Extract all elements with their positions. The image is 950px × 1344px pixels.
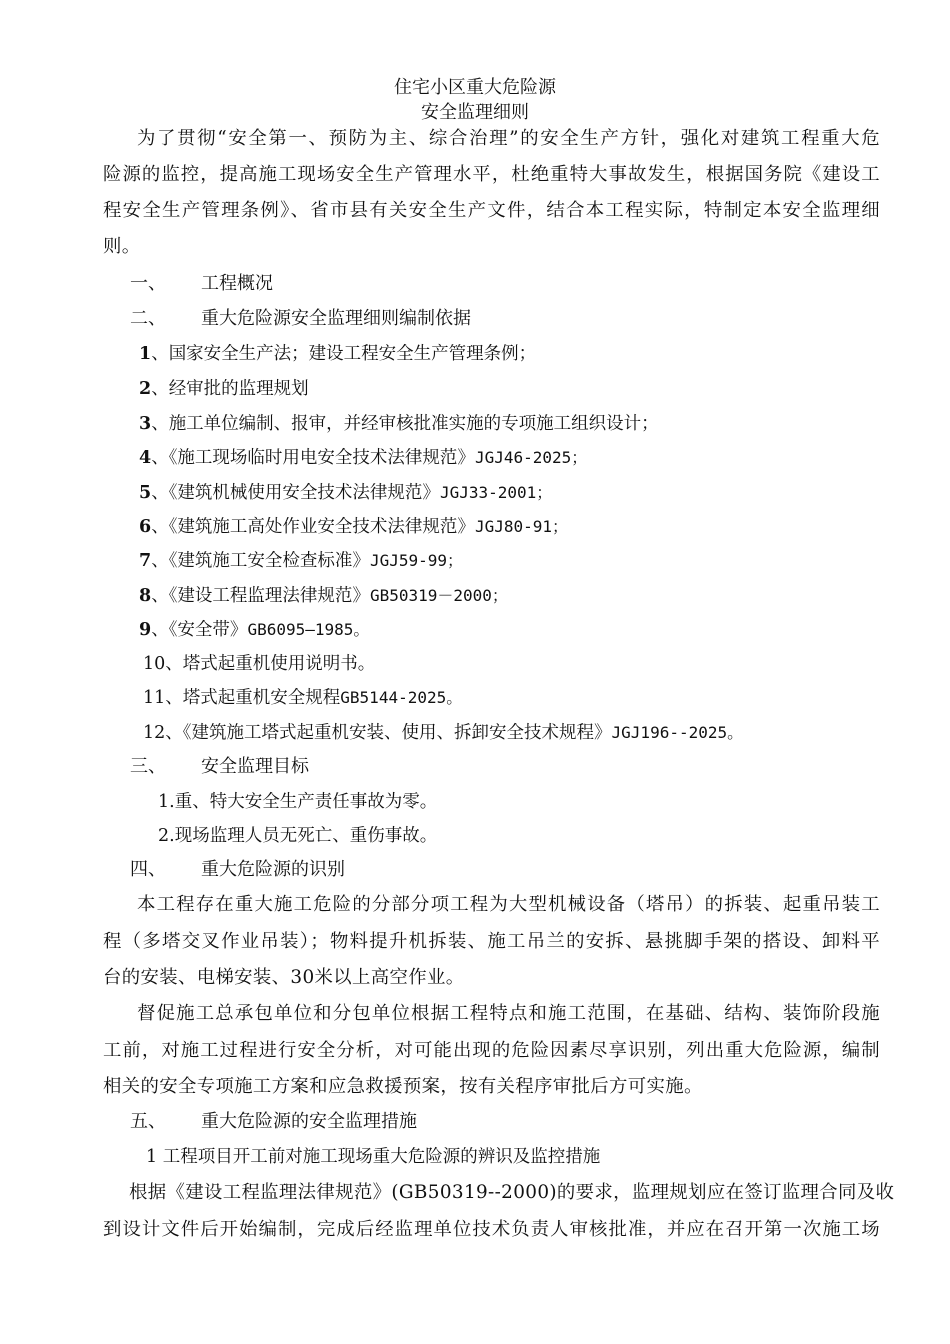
intro-line-3: 程安全生产管理条例》、省市县有关安全生产文件，结合本工程实际，特制定本安全监理细 (103, 200, 880, 221)
basis-item-text: 《建筑施工塔式起重机安装、使用、拆卸安全技术规程》 (182, 723, 612, 743)
basis-item: 10、塔式起重机使用说明书。 (143, 654, 376, 674)
basis-item-code: JGJ196--2025。 (611, 723, 744, 742)
basis-item-number: 2 (139, 379, 152, 399)
basis-item-code: JGJ46-2025； (474, 448, 588, 467)
basis-item-code: GB6095—1985。 (247, 620, 370, 639)
section-2-title: 重大危险源安全监理细则编制依据 (201, 308, 471, 329)
measure-1-title: 1 工程项目开工前对施工现场重大危险源的辨识及监控措施 (146, 1147, 601, 1167)
basis-item-number: 7 (139, 551, 152, 571)
basis-item: 7、《建筑施工安全检查标准》JGJ59-99； (139, 551, 464, 571)
section-2-number: 二、 (130, 308, 166, 329)
basis-item: 12、《建筑施工塔式起重机安装、使用、拆卸安全技术规程》JGJ196--2025。 (143, 723, 744, 743)
identification-p2-line-1: 督促施工总承包单位和分包单位根据工程特点和施工范围，在基础、结构、装饰阶段施 (137, 1003, 880, 1024)
basis-item-text: 《安全带》 (168, 620, 248, 640)
basis-item-text: 《建筑施工高处作业安全技术法律规范》 (168, 517, 475, 537)
basis-item-code: JGJ59-99； (369, 551, 464, 570)
section-4-number: 四、 (130, 859, 166, 880)
basis-item-number: 3 (139, 414, 152, 434)
basis-item-code: JGJ80-91； (474, 517, 569, 536)
basis-item-number: 12 (143, 723, 166, 743)
basis-item-number: 4 (139, 448, 152, 468)
basis-item-code: GB5144-2025。 (340, 688, 463, 707)
basis-item-text: 塔式起重机安全规程 (182, 688, 341, 708)
goal-item: 2.现场监理人员无死亡、重伤事故。 (158, 826, 438, 846)
basis-item: 1、国家安全生产法；建设工程安全生产管理条例； (139, 344, 537, 364)
section-1-number: 一、 (130, 273, 166, 294)
basis-item-text: 国家安全生产法；建设工程安全生产管理条例； (168, 344, 537, 364)
basis-item-text: 经审批的监理规划 (168, 379, 309, 399)
section-4-title: 重大危险源的识别 (201, 859, 345, 880)
identification-p2-line-3: 相关的安全专项施工方案和应急救援预案，按有关程序审批后方可实施。 (103, 1076, 703, 1097)
basis-item-text: 《建设工程监理法律规范》 (168, 586, 370, 606)
identification-line-2: 程（多塔交叉作业吊装）；物料提升机拆装、施工吊兰的安拆、悬挑脚手架的搭设、卸料平 (103, 931, 880, 952)
basis-item-code: JGJ33-2001； (439, 483, 553, 502)
basis-item: 4、《施工现场临时用电安全技术法律规范》JGJ46-2025； (139, 448, 588, 468)
section-5-number: 五、 (130, 1111, 166, 1132)
basis-item-number: 10 (143, 654, 166, 674)
identification-line-1: 本工程存在重大施工危险的分部分项工程为大型机械设备（塔吊）的拆装、起重吊装工 (137, 894, 880, 915)
identification-p2-line-2: 工前，对施工过程进行安全分析，对可能出现的危险因素尽享识别，列出重大危险源，编制 (103, 1040, 880, 1061)
basis-item-text: 《建筑施工安全检查标准》 (168, 551, 370, 571)
section-1-title: 工程概况 (201, 273, 273, 294)
basis-item-number: 11 (143, 688, 166, 708)
basis-item-number: 8 (139, 586, 152, 606)
basis-item: 3、施工单位编制、报审，并经审核批准实施的专项施工组织设计； (139, 414, 659, 434)
measure-1-line-2: 到设计文件后开始编制，完成后经监理单位技术负责人审核批准，并应在召开第一次施工场 (103, 1219, 880, 1240)
basis-item: 6、《建筑施工高处作业安全技术法律规范》JGJ80-91； (139, 517, 569, 537)
basis-item-text: 《施工现场临时用电安全技术法律规范》 (168, 448, 475, 468)
basis-item-number: 1 (139, 344, 152, 364)
basis-item: 9、《安全带》GB6095—1985。 (139, 620, 370, 640)
basis-item: 2、经审批的监理规划 (139, 379, 309, 399)
intro-line-4: 则。 (103, 236, 141, 257)
basis-item-number: 6 (139, 517, 152, 537)
section-3-number: 三、 (130, 756, 166, 777)
basis-item: 5、《建筑机械使用安全技术法律规范》JGJ33-2001； (139, 483, 553, 503)
basis-item-text: 《建筑机械使用安全技术法律规范》 (168, 483, 440, 503)
basis-item-text: 施工单位编制、报审，并经审核批准实施的专项施工组织设计； (168, 414, 659, 434)
basis-item-text: 塔式起重机使用说明书。 (182, 654, 376, 674)
basis-item-number: 5 (139, 483, 152, 503)
section-3-title: 安全监理目标 (201, 756, 309, 777)
basis-item-code: GB50319－2000； (369, 586, 508, 605)
basis-item: 8、《建设工程监理法律规范》GB50319－2000； (139, 586, 508, 606)
intro-line-2: 险源的监控，提高施工现场安全生产管理水平，杜绝重特大事故发生，根据国务院《建设工 (103, 164, 880, 185)
doc-title-line1: 住宅小区重大危险源 (394, 77, 556, 98)
doc-title-line2: 安全监理细则 (421, 102, 529, 123)
intro-line-1: 为了贯彻“安全第一、预防为主、综合治理”的安全生产方针，强化对建筑工程重大危 (137, 128, 880, 149)
section-5-title: 重大危险源的安全监理措施 (201, 1111, 417, 1132)
basis-item: 11、塔式起重机安全规程GB5144-2025。 (143, 688, 463, 708)
basis-item-number: 9 (139, 620, 152, 640)
identification-line-3: 台的安装、电梯安装、30米以上高空作业。 (103, 967, 465, 988)
goal-item: 1.重、特大安全生产责任事故为零。 (158, 792, 438, 812)
measure-1-line-1: 根据《建设工程监理法律规范》(GB50319--2000)的要求，监理规划应在签订监理合同及收 (129, 1182, 895, 1203)
